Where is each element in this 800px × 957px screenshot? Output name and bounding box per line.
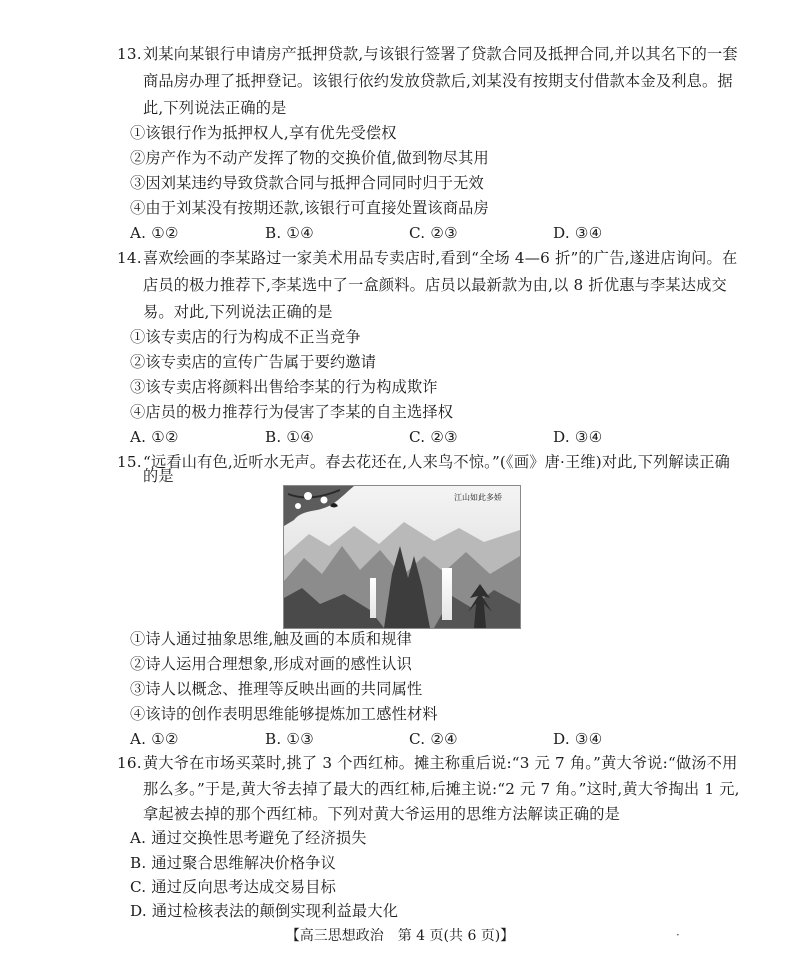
q16-stem-line-3: 拿起被去掉的那个西红柿。下列对黄大爷运用的思维方法解读正确的是: [143, 805, 621, 823]
q13-statement-2: ②房产作为不动产发挥了物的交换价值,做到物尽其用: [130, 149, 489, 167]
q15-option-b: B. ①③: [265, 730, 315, 748]
q13-option-b: B. ①④: [265, 224, 315, 242]
q14-statement-4: ④店员的极力推荐行为侵害了李某的自主选择权: [130, 403, 454, 421]
q16-option-c: C. 通过反向思考达成交易目标: [130, 878, 336, 896]
landscape-painting: [283, 485, 521, 629]
q14-option-d: D. ③④: [553, 428, 603, 446]
q14-number: 14.: [117, 249, 142, 267]
small-waterfall: [370, 578, 376, 618]
q15-number: 15.: [117, 453, 142, 471]
q16-stem-line-2: 那么多。”于是,黄大爷去掉了最大的西红柿,后摊主说:“2 元 7 角。”这时,黄大爷掏出 1 元,: [143, 780, 740, 798]
q16-number: 16.: [117, 754, 142, 772]
q16-option-b: B. 通过聚合思维解决价格争议: [130, 854, 337, 872]
q15-option-a: A. ①②: [130, 730, 179, 748]
q13-stem-line-3: 此,下列说法正确的是: [143, 99, 287, 117]
blossom-3: [295, 503, 301, 509]
q13-statement-1: ①该银行作为抵押权人,享有优先受偿权: [130, 124, 397, 142]
q13-option-c: C. ②③: [409, 224, 458, 242]
q15-statement-2: ②诗人运用合理想象,形成对画的感性认识: [130, 655, 413, 673]
q13-option-a: A. ①②: [130, 224, 179, 242]
q14-option-c: C. ②③: [409, 428, 458, 446]
q14-statement-2: ②该专卖店的宣传广告属于要约邀请: [130, 353, 377, 371]
q16-stem-line-1: 16.黄大爷在市场买菜时,挑了 3 个西红柿。摊主称重后说:“3 元 7 角。”黄大爷说:“做汤不用: [117, 754, 738, 772]
ink-landscape-image: [284, 486, 520, 628]
q14-statement-3: ③该专卖店将颜料出售给李某的行为构成欺诈: [130, 378, 438, 396]
blossom-2: [321, 497, 328, 504]
q15-option-c: C. ②④: [409, 730, 458, 748]
q14-option-b: B. ①④: [265, 428, 315, 446]
q13-number: 13.: [117, 45, 142, 63]
q13-statement-4: ④由于刘某没有按期还款,该银行可直接处置该商品房: [130, 199, 489, 217]
q13-stem-line-2: 商品房办理了抵押登记。该银行依约发放贷款后,刘某没有按期支付借款本金及利息。据: [143, 72, 733, 90]
q15-stem-line-2: 的是: [143, 467, 174, 485]
painting-caption: 江山如此多娇: [454, 493, 502, 502]
q16-option-d: D. 通过检核表法的颠倒实现利益最大化: [130, 902, 399, 920]
q15-statement-4: ④该诗的创作表明思维能够提炼加工感性材料: [130, 705, 438, 723]
q14-statement-1: ①该专卖店的行为构成不正当竞争: [130, 328, 361, 346]
q15-option-d: D. ③④: [553, 730, 603, 748]
q14-stem-line-1: 14.喜欢绘画的李某路过一家美术用品专卖店时,看到“全场 4—6 折”的广告,遂进店询问。在: [117, 249, 738, 267]
page-footer: 【高三思想政治 第 4 页(共 6 页)】: [285, 928, 515, 944]
q14-option-a: A. ①②: [130, 428, 179, 446]
q14-stem-line-3: 易。对此,下列说法正确的是: [143, 303, 333, 321]
q15-stem-line-1: 15.“远看山有色,近听水无声。春去花还在,人来鸟不惊。”(《画》唐·王维)对此,下列解读正确: [117, 453, 731, 471]
q13-statement-3: ③因刘某违约导致贷款合同与抵押合同同时归于无效: [130, 174, 484, 192]
q14-stem-line-2: 店员的极力推荐下,李某选中了一盒颜料。店员以最新款为由,以 8 折优惠与李某达成交: [143, 276, 727, 294]
waterfall: [442, 568, 452, 620]
q15-statement-1: ①诗人通过抽象思维,触及画的本质和规律: [130, 630, 413, 648]
blossom-1: [304, 492, 312, 500]
corner-mark: ·: [676, 928, 680, 942]
q13-stem-line-1: 13.刘某向某银行申请房产抵押贷款,与该银行签署了贷款合同及抵押合同,并以其名下的一套: [117, 45, 738, 63]
q13-option-d: D. ③④: [553, 224, 603, 242]
q16-option-a: A. 通过交换性思考避免了经济损失: [130, 829, 367, 847]
q15-statement-3: ③诗人以概念、推理等反映出画的共同属性: [130, 680, 423, 698]
